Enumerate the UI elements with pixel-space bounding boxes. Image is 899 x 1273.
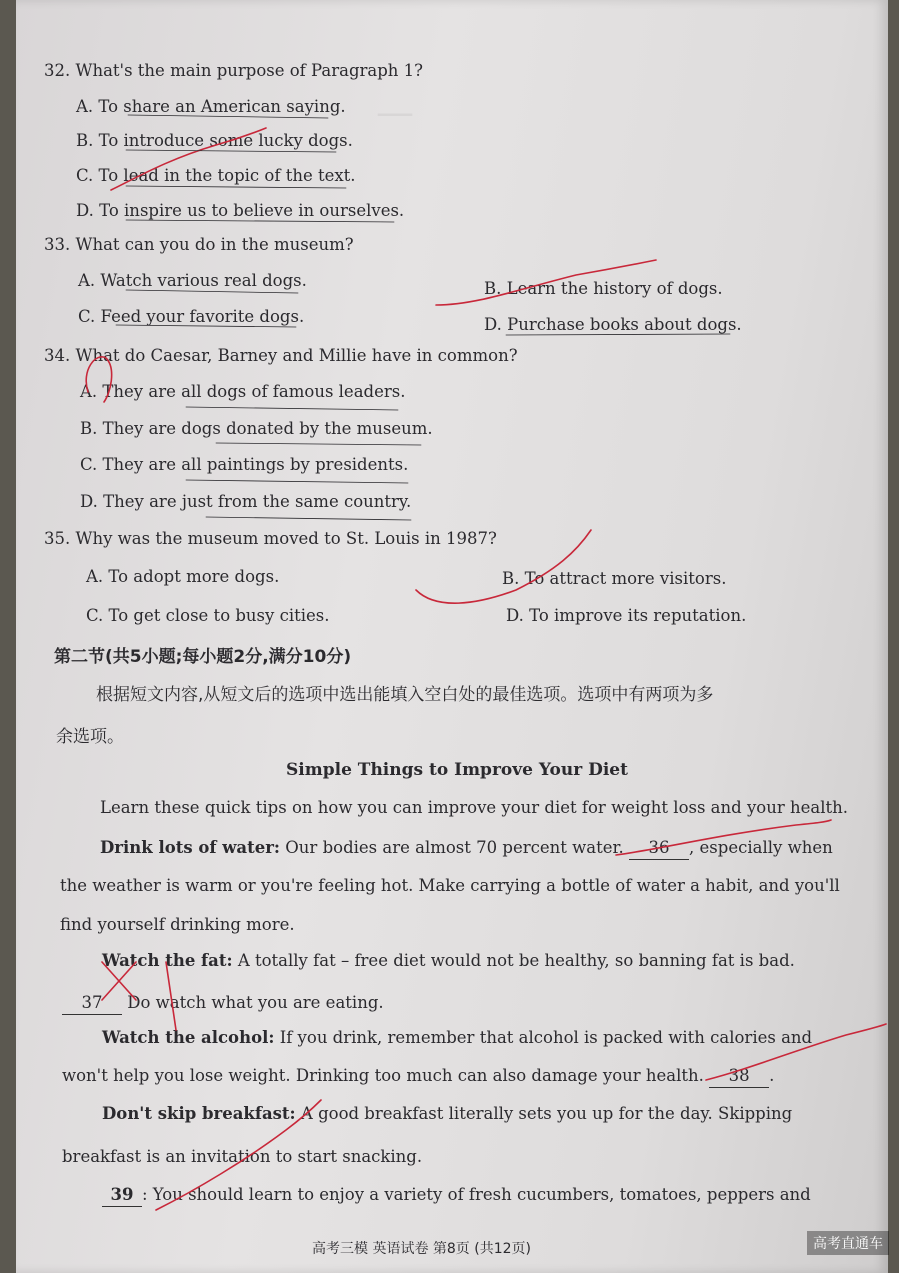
tip-text: won't help you lose weight. Drinking too much can also damage your health.: [62, 1066, 704, 1085]
paragraph-water-line-3: find yourself drinking more.: [60, 915, 295, 934]
watermark: 高考直通车: [807, 1231, 889, 1255]
question-text: What's the main purpose of Paragraph 1?: [75, 61, 424, 80]
q35-option-b: B. To attract more visitors.: [502, 569, 727, 588]
q34-option-d: D. They are just from the same country.: [80, 492, 412, 511]
blank-37: 37: [62, 992, 122, 1015]
show-through-text: —: [376, 90, 422, 134]
paragraph-fat-line-2: [62, 992, 384, 1015]
question-number: 34.: [44, 346, 71, 365]
q32-option-c: C. To lead in the topic of the text.: [76, 166, 356, 185]
paragraph-fat: [102, 950, 795, 972]
tip-text: : You should learn to enjoy a variety of fresh cucumbers, tomatoes, peppers and: [142, 1185, 811, 1204]
tip-text: A good breakfast literally sets you up for the day. Skipping: [300, 1104, 793, 1123]
blank-36: 36: [629, 837, 689, 860]
paragraph-breakfast: [102, 1103, 792, 1125]
q33-option-d: D. Purchase books about dogs.: [484, 315, 742, 334]
q32-option-a: A. To share an American saying.: [76, 97, 346, 116]
tip-heading: Watch the fat:: [102, 951, 233, 970]
question-number: 33.: [44, 235, 71, 254]
section-instruction-1: 根据短文内容,从短文后的选项中选出能填入空白处的最佳选项。选项中有两项为多: [96, 685, 714, 705]
paragraph-alcohol: [102, 1027, 812, 1049]
section-instruction-2: 余选项。: [56, 727, 124, 747]
passage-title: Simple Things to Improve Your Diet: [286, 760, 628, 780]
q34-option-a: A. They are all dogs of famous leaders.: [80, 382, 406, 401]
question-text: What do Caesar, Barney and Millie have in common?: [75, 346, 518, 365]
paragraph-39: [102, 1184, 811, 1207]
tip-heading: Watch the alcohol:: [102, 1028, 275, 1047]
tip-text: Our bodies are almost 70 percent water.: [285, 838, 624, 857]
paragraph-water: [100, 837, 833, 860]
tip-text: If you drink, remember that alcohol is packed with calories and: [279, 1028, 813, 1047]
q34-option-c: C. They are all paintings by presidents.: [80, 455, 409, 474]
question-text: What can you do in the museum?: [75, 235, 354, 254]
blank-39: 39: [102, 1184, 142, 1207]
q32-option-b: B. To introduce some lucky dogs.: [76, 131, 353, 150]
q34-option-b: B. They are dogs donated by the museum.: [80, 419, 433, 438]
q33-option-b: B. Learn the history of dogs.: [484, 279, 723, 298]
q35-option-a: A. To adopt more dogs.: [86, 567, 280, 586]
page-footer: 高考三模 英语试卷 第8页 (共12页): [312, 1241, 531, 1257]
q35-option-c: C. To get close to busy cities.: [86, 606, 330, 625]
question-33-stem: [44, 234, 354, 256]
blank-38: 38: [709, 1065, 769, 1088]
q33-option-c: C. Feed your favorite dogs.: [78, 307, 305, 326]
question-32-stem: [44, 60, 423, 82]
question-text: Why was the museum moved to St. Louis in 1987?: [75, 529, 497, 548]
paragraph-alcohol-line-2: won't help you lose weight. Drinking too much can also damage your health. 38 .: [62, 1065, 774, 1088]
question-number: 35.: [44, 529, 71, 548]
section-heading: 第二节(共5小题;每小题2分,满分10分): [54, 647, 352, 667]
question-35-stem: [44, 528, 497, 550]
q35-option-d: D. To improve its reputation.: [506, 606, 747, 625]
tip-text: A totally fat – free diet would not be healthy, so banning fat is bad.: [237, 951, 795, 970]
passage-intro: Learn these quick tips on how you can improve your diet for weight loss and your health.: [100, 798, 848, 817]
tip-text: Do watch what you are eating.: [127, 993, 384, 1012]
q33-option-a: A. Watch various real dogs.: [78, 271, 307, 290]
tip-text: , especially when: [689, 838, 833, 857]
tip-heading: Don't skip breakfast:: [102, 1104, 296, 1123]
paragraph-water-line-2: the weather is warm or you're feeling hot. Make carrying a bottle of water a habit, and you'll: [60, 876, 840, 895]
paragraph-breakfast-line-2: breakfast is an invitation to start snacking.: [62, 1147, 423, 1166]
q32-option-d: D. To inspire us to believe in ourselves.: [76, 201, 405, 220]
tip-heading: Drink lots of water:: [100, 838, 281, 857]
question-34-stem: [44, 345, 518, 367]
question-number: 32.: [44, 61, 71, 80]
exam-page: [16, 0, 888, 1273]
